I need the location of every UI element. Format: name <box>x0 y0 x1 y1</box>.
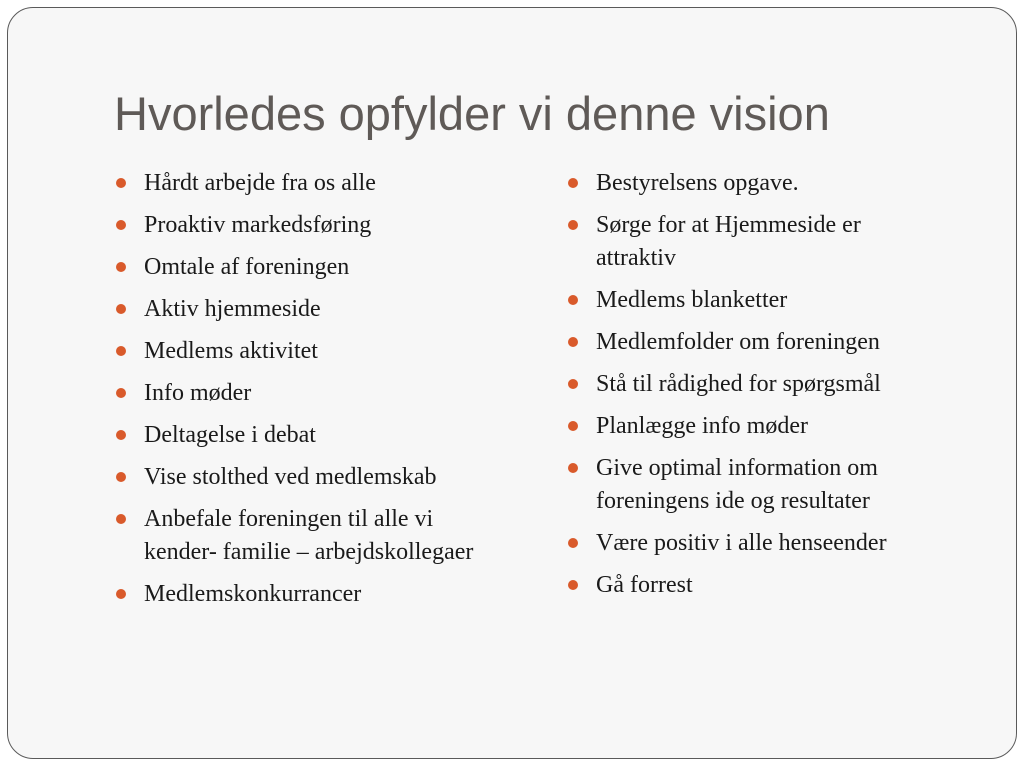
list-item-text: Give optimal information om foreningens ide og resultater <box>596 455 878 514</box>
bullet-dot-icon <box>568 295 578 305</box>
list-item-text: Sørge for at Hjemmeside er attraktiv <box>596 212 861 271</box>
list-item <box>566 527 946 560</box>
bullet-dot-icon <box>116 514 126 524</box>
list-item <box>566 368 946 401</box>
bullet-dot-icon <box>116 178 126 188</box>
bullet-dot-icon <box>568 538 578 548</box>
list-item <box>114 461 504 494</box>
bullet-dot-icon <box>568 379 578 389</box>
bullet-dot-icon <box>116 472 126 482</box>
slide-title: Hvorledes opfylder vi denne vision <box>114 87 830 140</box>
bullet-dot-icon <box>568 463 578 473</box>
list-item-text: Planlægge info møder <box>596 413 808 439</box>
list-item <box>566 326 946 359</box>
list-item <box>566 167 946 200</box>
bullet-dot-icon <box>116 304 126 314</box>
list-item-text: Medlems aktivitet <box>144 338 318 364</box>
list-item-text: Proaktiv markedsføring <box>144 212 372 238</box>
list-item <box>114 293 504 326</box>
list-item <box>114 167 504 200</box>
list-item <box>114 335 504 368</box>
bullet-dot-icon <box>568 337 578 347</box>
list-item-text: Aktiv hjemmeside <box>144 296 321 322</box>
list-item-text: Omtale af foreningen <box>144 254 350 280</box>
list-item-text: Hårdt arbejde fra os alle <box>144 170 376 196</box>
list-item <box>114 251 504 284</box>
list-item-text: Info møder <box>144 380 252 406</box>
list-item <box>114 419 504 452</box>
list-item <box>114 578 504 611</box>
list-item <box>566 452 946 518</box>
list-item <box>114 503 504 569</box>
bullet-dot-icon <box>116 430 126 440</box>
list-item-text: Bestyrelsens opgave. <box>596 170 799 196</box>
left-bullet-list <box>114 167 504 620</box>
list-item-text: Deltagelse i debat <box>144 422 316 448</box>
list-item-text: Være positiv i alle henseender <box>596 530 887 556</box>
list-item-text: Stå til rådighed for spørgsmål <box>596 371 881 397</box>
list-item-text: Anbefale foreningen til alle vi kender- familie – arbejdskollegaer <box>144 506 474 565</box>
list-item <box>566 410 946 443</box>
list-item-text: Medlemfolder om foreningen <box>596 329 880 355</box>
list-item <box>566 569 946 602</box>
list-item <box>566 284 946 317</box>
bullet-dot-icon <box>116 346 126 356</box>
list-item-text: Medlems blanketter <box>596 287 788 313</box>
list-item-text: Gå forrest <box>596 572 693 598</box>
list-item <box>566 209 946 275</box>
bullet-dot-icon <box>116 220 126 230</box>
bullet-dot-icon <box>568 178 578 188</box>
list-item-text: Medlemskonkurrancer <box>144 581 362 607</box>
bullet-dot-icon <box>568 220 578 230</box>
right-bullet-list <box>566 167 946 611</box>
bullet-dot-icon <box>116 262 126 272</box>
list-item <box>114 209 504 242</box>
bullet-dot-icon <box>116 589 126 599</box>
list-item <box>114 377 504 410</box>
bullet-dot-icon <box>568 421 578 431</box>
bullet-dot-icon <box>116 388 126 398</box>
bullet-dot-icon <box>568 580 578 590</box>
list-item-text: Vise stolthed ved medlemskab <box>144 464 437 490</box>
